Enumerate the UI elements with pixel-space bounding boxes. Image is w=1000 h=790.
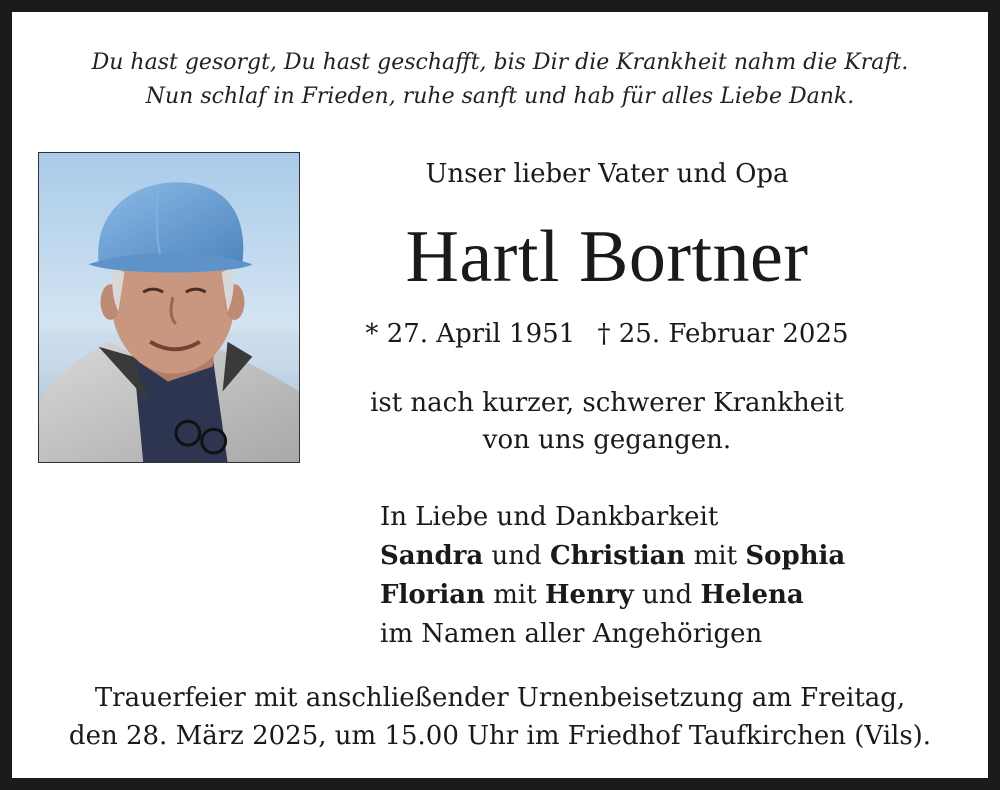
mourner-name: Helena — [700, 580, 804, 610]
verse-line-2: Nun schlaf in Frieden, ruhe sanft und hab für alles Liebe Dank. — [145, 84, 855, 109]
mourners-intro: In Liebe und Dankbarkeit — [380, 502, 719, 532]
portrait-photo-icon — [39, 153, 299, 462]
mourners-closing: im Namen aller Angehörigen — [380, 619, 763, 649]
mourner-name: Sophia — [745, 541, 846, 571]
mourners-line-2 — [380, 576, 940, 615]
passing-statement — [332, 385, 882, 459]
verse-line-1: Du hast gesorgt, Du hast geschafft, bis Dir die Krankheit nahm die Kraft. — [91, 50, 909, 75]
mourner-name: Florian — [380, 580, 486, 610]
mourner-name: Christian — [549, 541, 686, 571]
service-details — [12, 679, 988, 755]
birth-date: 27. April 1951 — [386, 319, 576, 349]
deceased-name: Hartl Bortner — [405, 216, 809, 298]
passing-line-2: von uns gegangen. — [482, 425, 732, 455]
mourner-name: Henry — [544, 580, 634, 610]
connector-word: und — [491, 541, 542, 571]
passing-line-1: ist nach kurzer, schwerer Krankheit — [370, 388, 844, 418]
intro-line: Unser lieber Vater und Opa — [425, 159, 789, 189]
memorial-verse — [12, 46, 988, 114]
mourners-line-1 — [380, 537, 940, 576]
service-line-1: Trauerfeier mit anschließender Urnenbeisetzung am Freitag, — [94, 683, 906, 713]
service-line-2: den 28. März 2025, um 15.00 Uhr im Friedhof Taufkirchen (Vils). — [68, 721, 932, 751]
portrait-photo — [38, 152, 300, 463]
connector-word: mit — [693, 541, 738, 571]
birth-symbol: * — [365, 319, 379, 349]
mourners-block — [380, 498, 940, 654]
life-dates — [312, 317, 902, 351]
connector-word: mit — [493, 580, 537, 610]
death-date: 25. Februar 2025 — [618, 319, 849, 349]
death-symbol: † — [597, 319, 611, 349]
connector-word: und — [642, 580, 693, 610]
mourner-name: Sandra — [380, 541, 484, 571]
